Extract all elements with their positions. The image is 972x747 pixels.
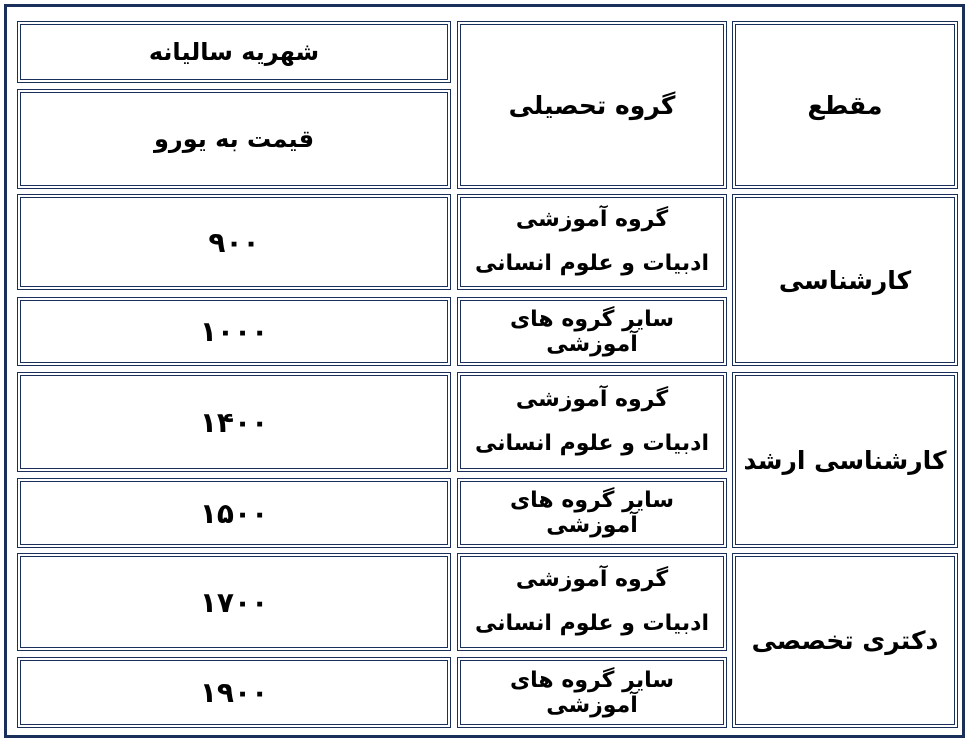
level-cell-master bbox=[732, 372, 958, 548]
group-other: سایر گروه های آموزشی bbox=[510, 306, 674, 357]
header-group: گروه تحصیلی bbox=[508, 90, 676, 120]
price-cell bbox=[17, 194, 451, 290]
group-line-2: ادبیات و علوم انسانی bbox=[475, 251, 709, 276]
header-tuition: شهریه سالیانه bbox=[148, 38, 320, 66]
group-cell-other bbox=[457, 297, 727, 366]
price-cell bbox=[17, 372, 451, 472]
level-master: کارشناسی ارشد bbox=[743, 445, 947, 475]
header-maqta-cell bbox=[732, 21, 958, 189]
group-line-1: گروه آموزشی bbox=[515, 387, 669, 412]
header-maqta: مقطع bbox=[807, 90, 883, 120]
price-value: ۱۰۰۰ bbox=[199, 315, 269, 348]
level-cell-phd bbox=[732, 553, 958, 728]
group-other: سایر گروه های آموزشی bbox=[510, 667, 674, 718]
group-line-1: گروه آموزشی bbox=[515, 567, 669, 592]
header-group-cell bbox=[457, 21, 727, 189]
group-cell-humanities bbox=[457, 553, 727, 651]
price-cell bbox=[17, 553, 451, 651]
level-cell-bachelor bbox=[732, 194, 958, 366]
header-tuition-cell bbox=[17, 21, 451, 83]
group-line-2: ادبیات و علوم انسانی bbox=[475, 431, 709, 456]
price-value: ۱۴۰۰ bbox=[199, 405, 269, 439]
group-other: سایر گروه های آموزشی bbox=[510, 488, 674, 538]
price-cell bbox=[17, 478, 451, 548]
level-phd: دکتری تخصصی bbox=[751, 626, 939, 655]
group-cell-other bbox=[457, 657, 727, 728]
group-line-1: گروه آموزشی bbox=[515, 207, 669, 232]
price-cell bbox=[17, 657, 451, 728]
price-value: ۱۹۰۰ bbox=[199, 676, 269, 709]
group-cell-humanities bbox=[457, 194, 727, 290]
level-bachelor: کارشناسی bbox=[778, 265, 912, 295]
group-line-2: ادبیات و علوم انسانی bbox=[475, 611, 709, 636]
price-value: ۱۵۰۰ bbox=[199, 496, 269, 530]
header-price: قیمت به یورو bbox=[153, 125, 315, 153]
group-cell-other bbox=[457, 478, 727, 548]
price-cell bbox=[17, 297, 451, 366]
price-value: ۱۷۰۰ bbox=[199, 585, 269, 619]
group-cell-humanities bbox=[457, 372, 727, 472]
tuition-table bbox=[4, 4, 965, 738]
price-value: ۹۰۰ bbox=[208, 225, 260, 259]
header-price-cell bbox=[17, 89, 451, 189]
